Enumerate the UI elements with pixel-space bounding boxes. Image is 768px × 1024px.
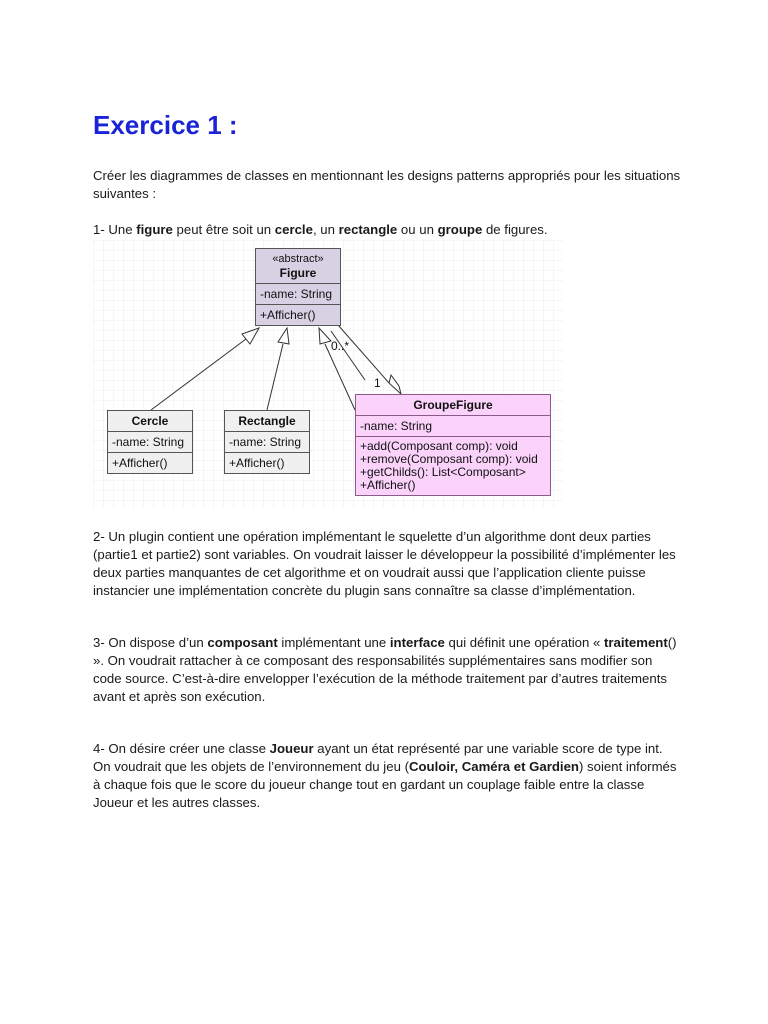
figure-attribute: -name: String <box>256 283 340 304</box>
cercle-attribute: -name: String <box>108 431 192 452</box>
multiplicity-one: 1 <box>374 376 381 390</box>
q1-text: ou un <box>397 222 438 237</box>
groupe-method: +remove(Composant comp): void <box>360 452 538 466</box>
q1-text: , un <box>312 222 339 237</box>
class-rectangle <box>224 410 310 474</box>
intro-paragraph: Créer les diagrammes de classes en mentionnant les designs patterns appropriés pour les situations suivantes : <box>93 168 681 201</box>
q3-keyword-composant: composant <box>207 635 278 650</box>
groupe-methods <box>356 436 550 495</box>
groupe-method: +getChilds(): List<Composant> <box>360 465 526 479</box>
q1-keyword-cercle: cercle <box>274 222 313 237</box>
groupe-method: +Afficher() <box>360 478 416 492</box>
q4-text: 4- On désire créer une classe <box>93 741 270 756</box>
q3-keyword-traitement: traitement <box>603 635 668 650</box>
q4-text: ) soient informés à chaque fois que le score du joueur change tout en gardant un couplage faible entre la classe Joueur et les autres classes. <box>93 759 677 810</box>
class-cercle <box>107 410 193 474</box>
groupe-method: +add(Composant comp): void <box>360 439 518 453</box>
rectangle-attribute: -name: String <box>225 431 309 452</box>
figure-name: Figure <box>279 266 317 280</box>
q3-keyword-interface: interface <box>389 635 445 650</box>
question-3 <box>93 634 683 706</box>
q4-keyword-environment-objects: Couloir, Caméra et Gardien <box>408 759 579 774</box>
q3-text: qui définit une opération « <box>444 635 604 650</box>
class-figure <box>255 248 341 326</box>
q4-text: ayant un état représenté par une variable score de type int. On voudrait que les objets de l’environnement du jeu ( <box>93 741 663 774</box>
figure-stereotype: «abstract» <box>272 253 324 265</box>
q3-text: () ». On voudrait rattacher à ce composant des responsabilités supplémentaires sans modifier son code source. C’est-à-dire envelopper l’exécution de la méthode traitement par d’autres traitements avant et après son exécution. <box>93 635 677 704</box>
q1-text: de figures. <box>482 222 548 237</box>
q3-text: implémentant une <box>277 635 390 650</box>
uml-class-diagram <box>93 240 563 508</box>
question-1 <box>93 221 683 239</box>
figure-method: +Afficher() <box>256 304 340 325</box>
q1-text: 1- Une <box>93 222 137 237</box>
q1-keyword-groupe: groupe <box>437 222 483 237</box>
question-2: 2- Un plugin contient une opération implémentant le squelette d’un algorithme dont deux parties (partie1 et partie2) sont variables. On voudrait laisser le développeur la possibilité d’implémenter les deux parties manquantes de cet algorithme et on voudrait aussi que l’application cliente puisse instancier une implémentation concrète du plugin sans connaître sa classe d’implémentation. <box>93 529 676 598</box>
class-groupefigure <box>355 394 551 496</box>
exercise-title: Exercice 1 : <box>93 110 238 140</box>
multiplicity-many: 0..* <box>331 339 350 353</box>
rectangle-name: Rectangle <box>238 414 296 428</box>
rectangle-method: +Afficher() <box>225 452 309 473</box>
q1-keyword-figure: figure <box>136 222 173 237</box>
question-4 <box>93 740 683 812</box>
q1-text: peut être soit un <box>172 222 275 237</box>
q1-keyword-rectangle: rectangle <box>338 222 398 237</box>
q4-keyword-joueur: Joueur <box>269 741 314 756</box>
cercle-method: +Afficher() <box>108 452 192 473</box>
cercle-name: Cercle <box>131 414 169 428</box>
groupe-name: GroupeFigure <box>413 398 493 412</box>
groupe-attribute: -name: String <box>356 415 550 436</box>
q3-text: 3- On dispose d’un <box>93 635 208 650</box>
